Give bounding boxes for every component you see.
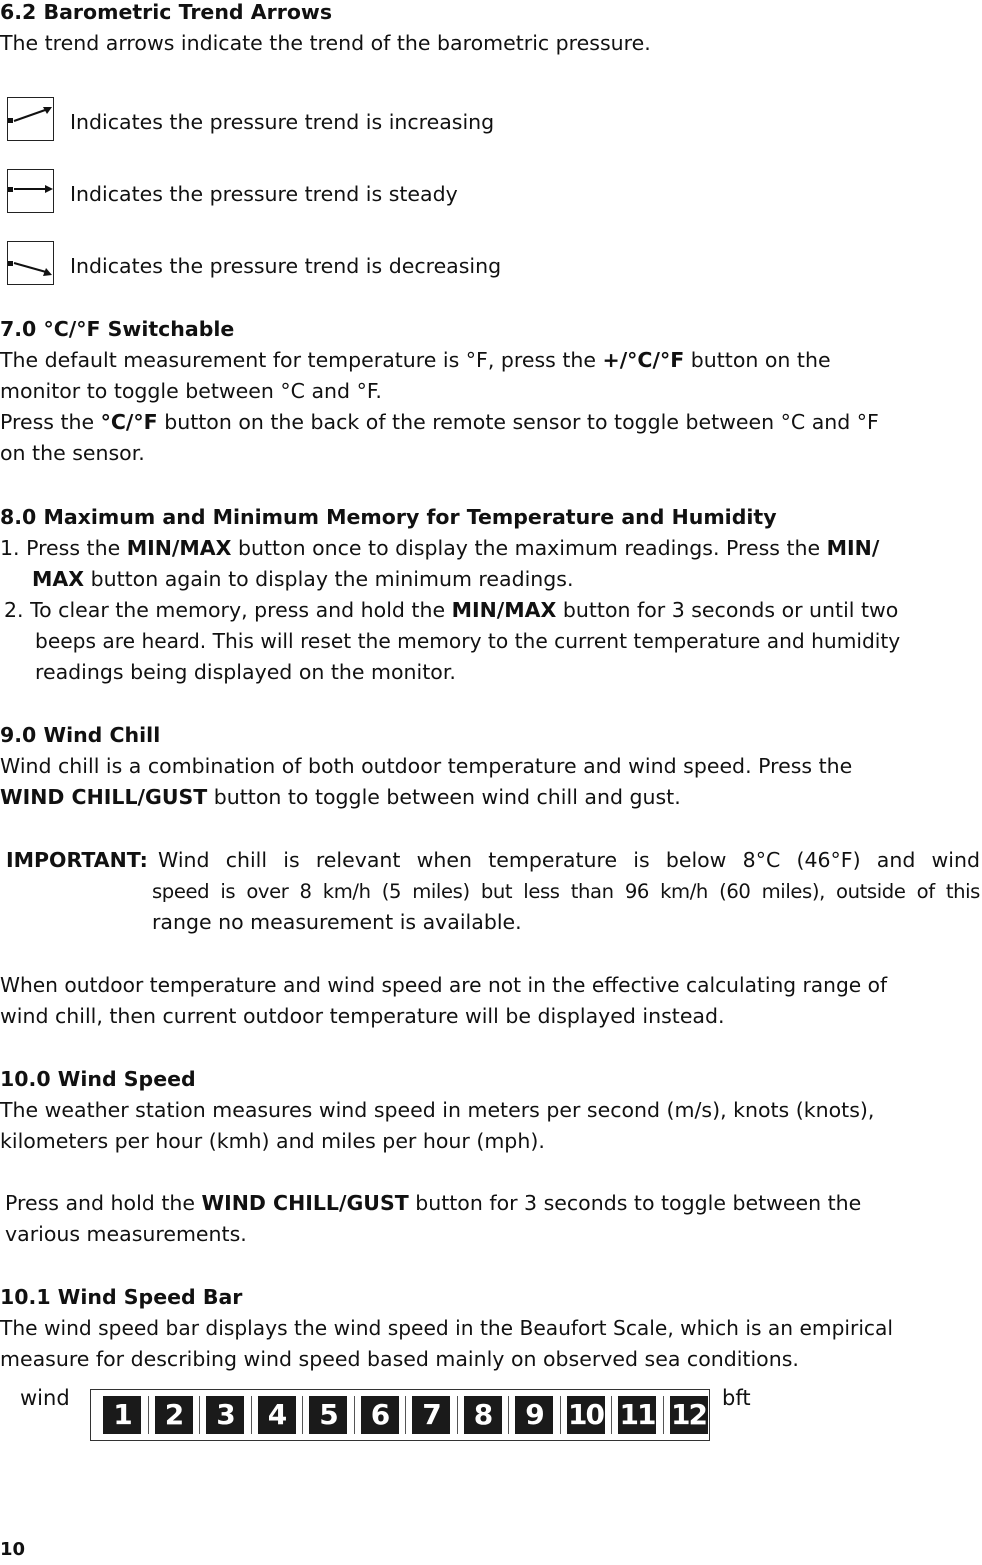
beaufort-separator xyxy=(508,1396,509,1434)
beaufort-separator xyxy=(148,1396,149,1434)
section-9-0-para-2-line-2: wind chill, then current outdoor temperature will be displayed instead. xyxy=(0,1004,725,1028)
beaufort-separator xyxy=(405,1396,406,1434)
arrow-up-right-icon xyxy=(7,97,54,141)
section-6-2-heading: 6.2 Barometric Trend Arrows xyxy=(0,0,333,24)
beaufort-cell-8: 8 xyxy=(464,1396,502,1434)
important-line-2: speed is over 8 km/h (5 miles) but less than 96 km/h (60 miles), outside of this xyxy=(152,880,980,903)
section-10-0-para-2-line-1: Press and hold the WIND CHILL/GUST button for 3 seconds to toggle between the xyxy=(5,1191,862,1215)
important-line-1: Wind chill is relevant when temperature is below 8°C (46°F) and wind xyxy=(158,848,980,872)
beaufort-cell-11: 11 xyxy=(618,1396,656,1434)
section-8-0-item-1-line-2: MAX button again to display the minimum readings. xyxy=(32,567,574,591)
section-10-1-line-1: The wind speed bar displays the wind speed in the Beaufort Scale, which is an empirical xyxy=(0,1316,894,1340)
section-10-1-heading: 10.1 Wind Speed Bar xyxy=(0,1285,243,1309)
arrow-down-right-icon xyxy=(7,241,54,285)
beaufort-cell-4: 4 xyxy=(258,1396,296,1434)
beaufort-cell-9: 9 xyxy=(515,1396,553,1434)
important-label: IMPORTANT: xyxy=(6,848,148,872)
section-7-0-heading: 7.0 °C/°F Switchable xyxy=(0,317,235,341)
section-10-1-line-2: measure for describing wind speed based mainly on observed sea conditions. xyxy=(0,1347,799,1371)
section-10-0-heading: 10.0 Wind Speed xyxy=(0,1067,196,1091)
section-10-0-line-1: The weather station measures wind speed in meters per second (m/s), knots (knots), xyxy=(0,1098,875,1122)
page-number: 10 xyxy=(0,1539,26,1560)
beaufort-cell-3: 3 xyxy=(206,1396,244,1434)
trend-decreasing-text: Indicates the pressure trend is decreasing xyxy=(70,254,502,278)
bft-label: bft xyxy=(722,1386,751,1410)
trend-increasing-text: Indicates the pressure trend is increasing xyxy=(70,110,495,134)
beaufort-cell-5: 5 xyxy=(309,1396,347,1434)
section-7-0-line-2: monitor to toggle between °C and °F. xyxy=(0,379,382,403)
section-8-0-item-2-line-3: readings being displayed on the monitor. xyxy=(35,660,456,684)
section-9-0-heading: 9.0 Wind Chill xyxy=(0,723,161,747)
arrow-right-icon xyxy=(7,169,54,213)
section-10-0-para-2-line-2: various measurements. xyxy=(5,1222,247,1246)
section-8-0-heading: 8.0 Maximum and Minimum Memory for Temperature and Humidity xyxy=(0,505,777,529)
beaufort-separator xyxy=(354,1396,355,1434)
beaufort-separator xyxy=(560,1396,561,1434)
section-6-2-intro: The trend arrows indicate the trend of the barometric pressure. xyxy=(0,31,651,55)
section-10-0-line-2: kilometers per hour (kmh) and miles per hour (mph). xyxy=(0,1129,545,1153)
section-8-0-item-1-line-1: 1. Press the MIN/MAX button once to display the maximum readings. Press the MIN/ xyxy=(0,536,880,560)
section-9-0-para-2-line-1: When outdoor temperature and wind speed are not in the effective calculating range of xyxy=(0,973,888,997)
beaufort-cell-1: 1 xyxy=(103,1396,141,1434)
beaufort-separator xyxy=(251,1396,252,1434)
section-9-0-line-2: WIND CHILL/GUST button to toggle between wind chill and gust. xyxy=(0,785,681,809)
beaufort-scale-bar xyxy=(90,1389,710,1441)
beaufort-separator xyxy=(199,1396,200,1434)
beaufort-separator xyxy=(302,1396,303,1434)
important-line-3: range no measurement is available. xyxy=(152,910,522,934)
section-7-0-line-4: on the sensor. xyxy=(0,441,145,465)
beaufort-cell-6: 6 xyxy=(361,1396,399,1434)
beaufort-cell-2: 2 xyxy=(155,1396,193,1434)
beaufort-cell-12: 12 xyxy=(670,1396,708,1434)
beaufort-separator xyxy=(457,1396,458,1434)
section-8-0-item-2-line-1: 2. To clear the memory, press and hold the MIN/MAX button for 3 seconds or until two xyxy=(4,598,899,622)
beaufort-separator xyxy=(611,1396,612,1434)
beaufort-cell-7: 7 xyxy=(412,1396,450,1434)
trend-steady-text: Indicates the pressure trend is steady xyxy=(70,182,458,206)
beaufort-separator xyxy=(663,1396,664,1434)
section-9-0-line-1: Wind chill is a combination of both outdoor temperature and wind speed. Press the xyxy=(0,754,853,778)
wind-label: wind xyxy=(20,1386,70,1410)
section-7-0-line-1: The default measurement for temperature is °F, press the +/°C/°F button on the xyxy=(0,348,831,372)
beaufort-cell-10: 10 xyxy=(567,1396,605,1434)
section-8-0-item-2-line-2: beeps are heard. This will reset the memory to the current temperature and humidity xyxy=(35,629,901,653)
section-7-0-line-3: Press the °C/°F button on the back of the remote sensor to toggle between °C and °F xyxy=(0,410,879,434)
